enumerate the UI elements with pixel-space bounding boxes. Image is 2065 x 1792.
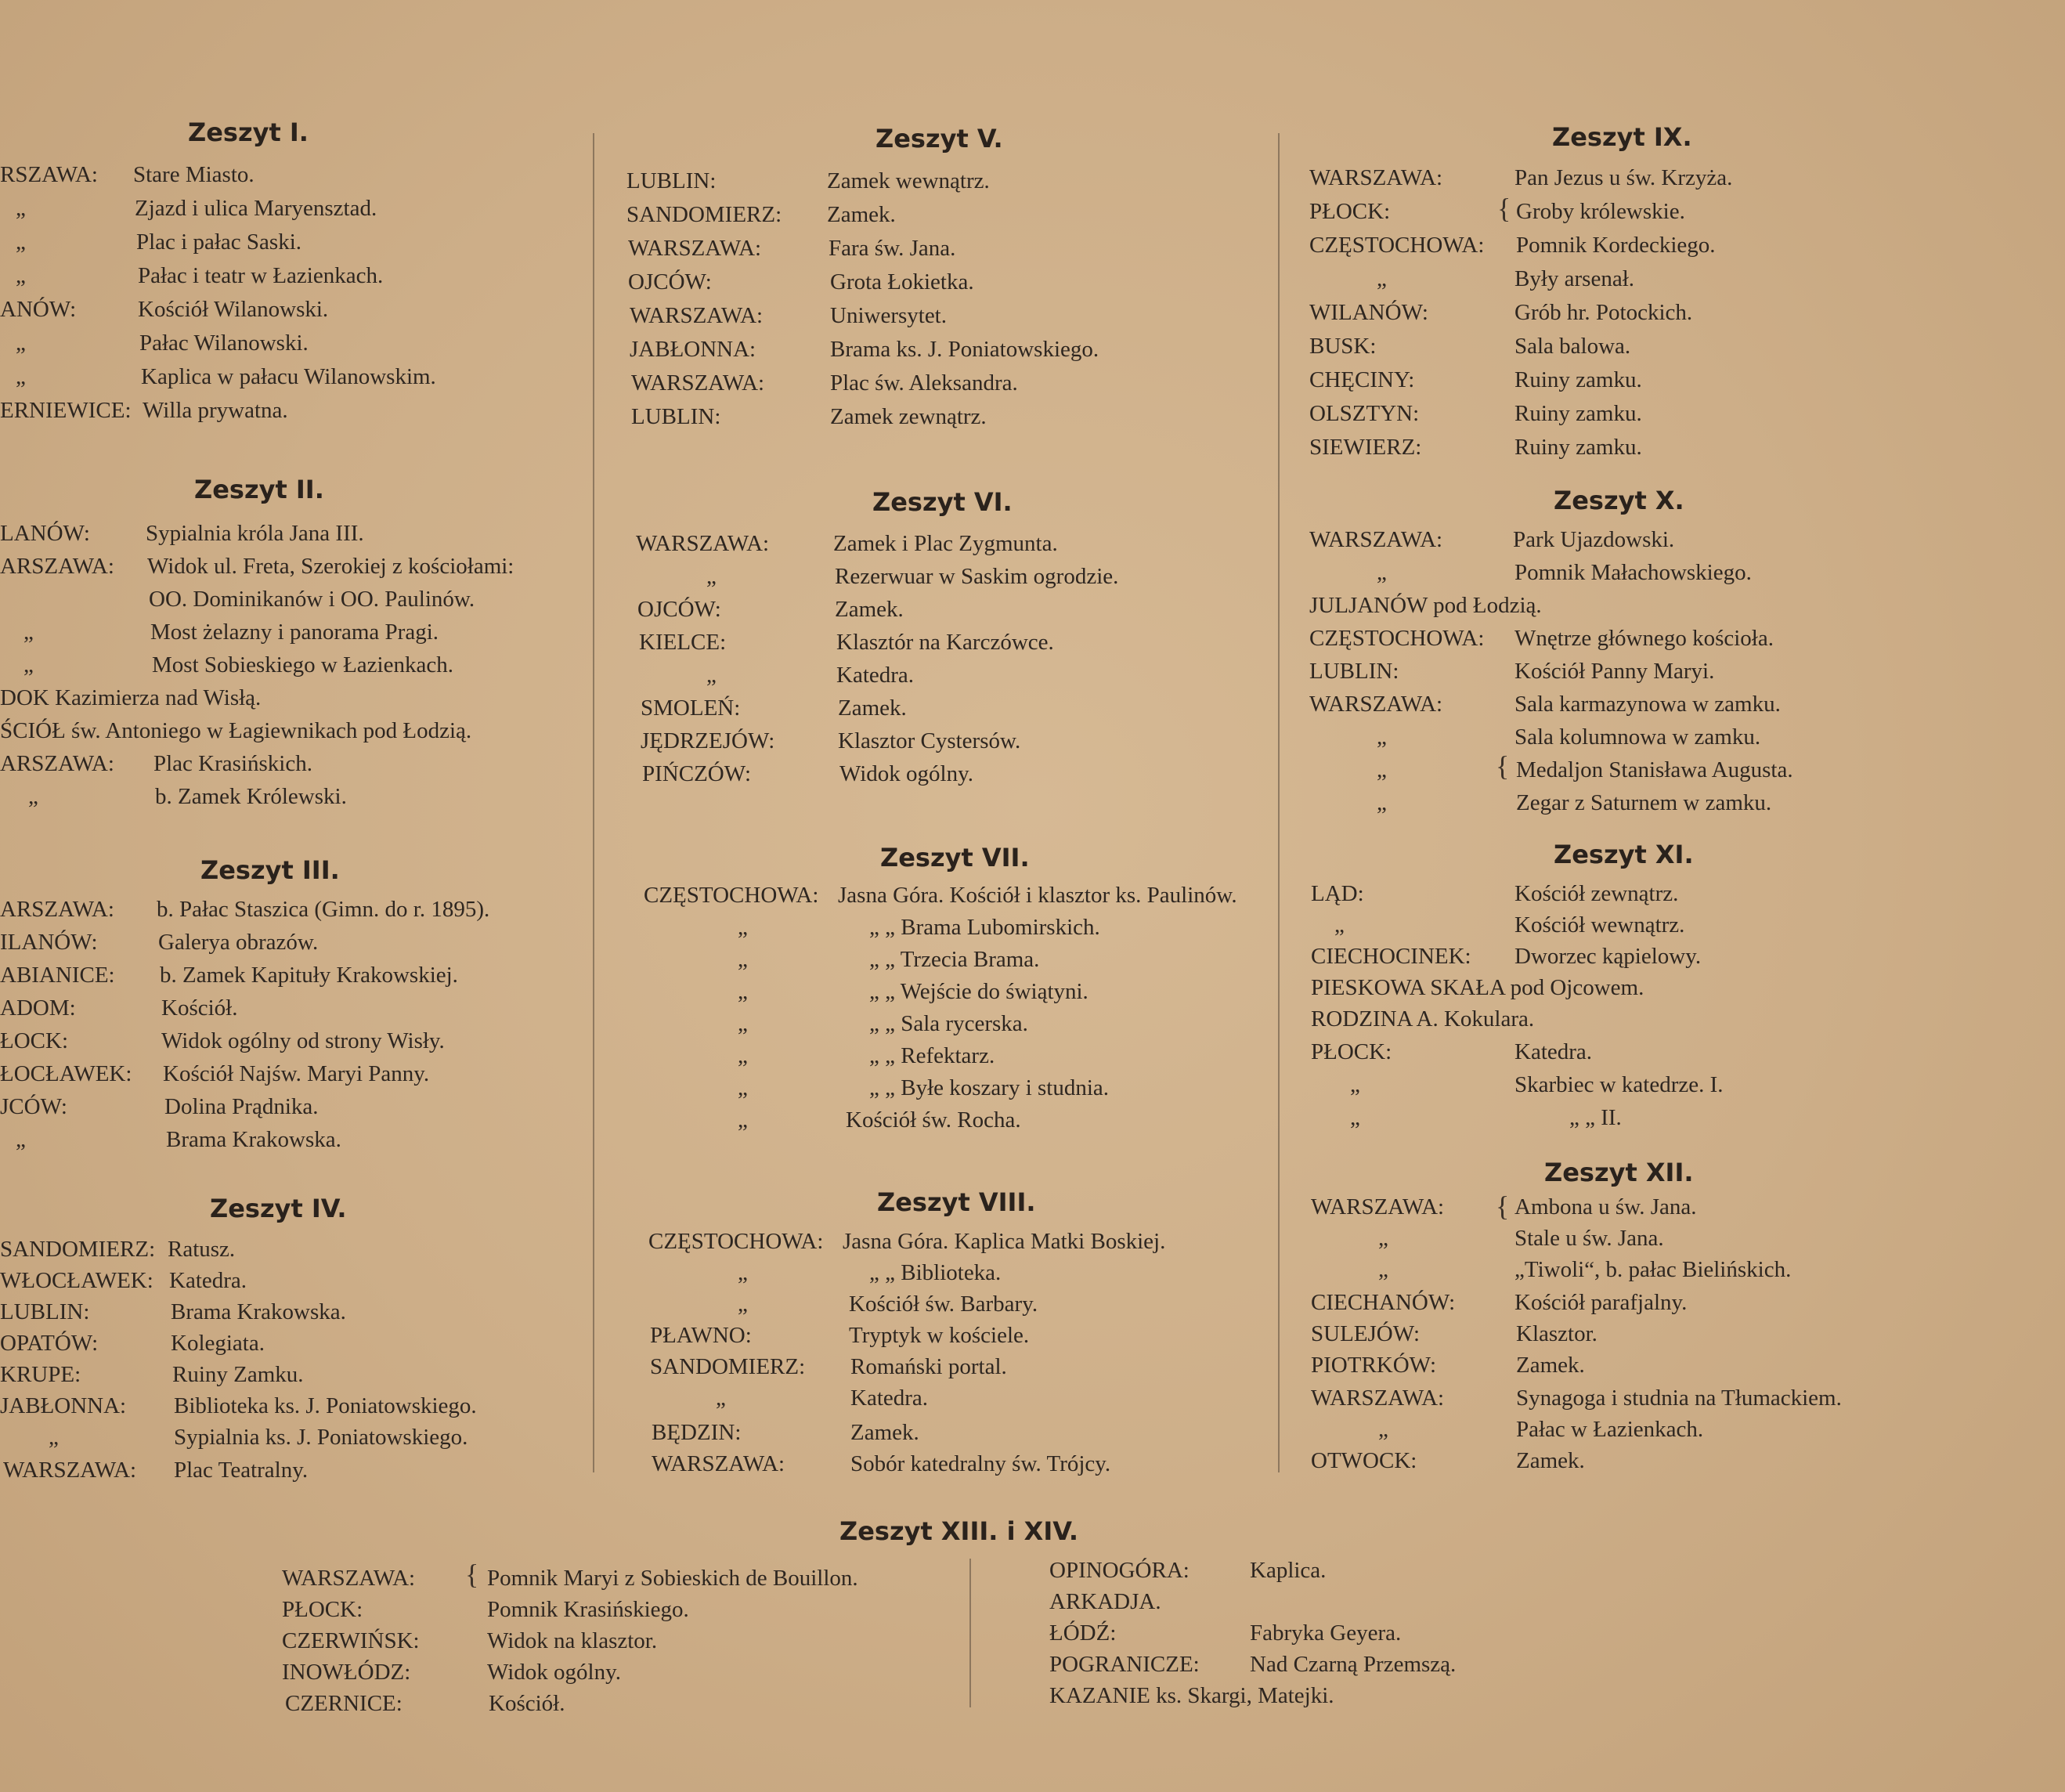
entry-description: Ruiny zamku. — [1514, 401, 1642, 426]
entry-location: WARSZAWA: — [636, 531, 770, 556]
entry-location: JCÓW: — [0, 1094, 67, 1119]
entry-location: PŁOCK: — [1309, 199, 1391, 224]
entry-description: Uniwersytet. — [830, 303, 947, 328]
entry-description: Dolina Prądnika. — [164, 1094, 319, 1119]
entry-description: Groby królewskie. — [1516, 199, 1685, 224]
entry-location: „ — [738, 1075, 748, 1100]
brace-ix: { — [1497, 193, 1511, 224]
entry-location: ARKADJA. — [1049, 1589, 1161, 1614]
entry-location: BUSK: — [1309, 334, 1377, 359]
entry-location: LUBLIN: — [0, 1299, 90, 1324]
section-title: Zeszyt II. — [194, 475, 324, 504]
entry-location: „ — [738, 1043, 748, 1068]
entry-description: Willa prywatna. — [143, 398, 288, 423]
entry-location: OLSZTYN: — [1309, 401, 1420, 426]
entry-description: Zegar z Saturnem w zamku. — [1516, 790, 1772, 815]
entry-description: Kościół św. Barbary. — [849, 1292, 1038, 1317]
entry-description: Kościół Najśw. Maryi Panny. — [163, 1061, 430, 1086]
entry-description: Pomnik Małachowskiego. — [1514, 560, 1752, 585]
entry-description: Plac i pałac Saski. — [136, 229, 302, 255]
entry-description: Dworzec kąpielowy. — [1514, 944, 1702, 969]
entry-location: LĄD: — [1311, 881, 1364, 906]
entry-location: ŁOCK: — [0, 1028, 68, 1053]
entry-description: Tryptyk w kościele. — [849, 1323, 1030, 1348]
entry-location: WARSZAWA: — [631, 370, 765, 396]
section-title: Zeszyt X. — [1554, 486, 1684, 515]
entry-location: CZERNICE: — [285, 1691, 403, 1716]
entry-description: Most żelazny i panorama Pragi. — [150, 620, 439, 645]
entry-description: Kaplica w pałacu Wilanowskim. — [141, 364, 436, 389]
entry-description: Pomnik Krasińskiego. — [487, 1597, 689, 1622]
entry-description: „ „ Refektarz. — [869, 1043, 995, 1068]
entry-location: ADOM: — [0, 995, 76, 1021]
entry-location: „ — [23, 620, 34, 645]
entry-location: ŁÓDŹ: — [1049, 1620, 1117, 1646]
entry-location: WARSZAWA: — [282, 1566, 416, 1591]
entry-location: CZĘSTOCHOWA: — [1309, 233, 1485, 258]
entry-description: Zamek. — [1516, 1448, 1585, 1473]
entry-location: „ — [1378, 1226, 1388, 1251]
entry-description: Ruiny Zamku. — [172, 1362, 304, 1387]
entry-description: b. Pałac Staszica (Gimn. do r. 1895). — [157, 897, 490, 922]
entry-description: Rezerwuar w Saskim ogrodzie. — [835, 564, 1119, 589]
entry-description: Zamek wewnątrz. — [827, 168, 990, 193]
entry-description: Ambona u św. Jana. — [1514, 1194, 1697, 1219]
entry-location: LANÓW: — [0, 521, 90, 546]
entry-location: „ — [49, 1425, 59, 1450]
entry-description: Sala balowa. — [1514, 334, 1631, 359]
entry-description: Zjazd i ulica Maryensztad. — [135, 196, 377, 221]
entry-description: Klasztor. — [1516, 1321, 1597, 1346]
entry-location: „ — [16, 196, 26, 221]
entry-description: Klasztor Cystersów. — [838, 728, 1021, 753]
section-title: Zeszyt III. — [200, 855, 340, 885]
entry-description: Sala kolumnowa w zamku. — [1514, 724, 1761, 750]
brace-xii: { — [1496, 1190, 1510, 1222]
entry-location: WILANÓW: — [1309, 300, 1428, 325]
entry-location: ARSZAWA: — [0, 751, 114, 776]
entry-description: Romański portal. — [850, 1354, 1007, 1379]
entry-location: WARSZAWA: — [628, 236, 762, 261]
entry-description: Kościół wewnątrz. — [1514, 912, 1685, 938]
entry-description: Kościół Wilanowski. — [138, 297, 329, 322]
entry-description: Zamek. — [827, 202, 896, 227]
entry-description: Plac św. Aleksandra. — [830, 370, 1018, 396]
entry-description: Biblioteka ks. J. Poniatowskiego. — [174, 1393, 477, 1418]
entry-location: RODZINA A. Kokulara. — [1311, 1006, 1535, 1031]
entry-location: SMOLEŃ: — [641, 695, 741, 721]
entry-description: Jasna Góra. Kaplica Matki Boskiej. — [843, 1229, 1166, 1254]
entry-location: „ — [1377, 560, 1387, 585]
column-divider-right — [1278, 133, 1280, 1472]
entry-location: „ — [716, 1386, 726, 1411]
entry-location: „ — [1334, 912, 1345, 938]
entry-location: KIELCE: — [639, 630, 727, 655]
entry-location: OPATÓW: — [0, 1331, 99, 1356]
entry-location: ILANÓW: — [0, 930, 98, 955]
entry-description: „ „ Wejście do świątyni. — [869, 979, 1088, 1004]
entry-location: ARSZAWA: — [0, 897, 114, 922]
entry-location: PŁAWNO: — [650, 1323, 752, 1348]
section-title: Zeszyt IX. — [1552, 122, 1692, 152]
entry-description: „ „ Trzecia Brama. — [869, 947, 1040, 972]
entry-description: Nad Czarną Przemszą. — [1250, 1652, 1457, 1677]
entry-description: Grota Łokietka. — [830, 269, 974, 294]
entry-location: JABŁONNA: — [0, 1393, 127, 1418]
entry-description: Pan Jezus u św. Krzyża. — [1514, 165, 1733, 190]
bottom-divider — [969, 1559, 971, 1707]
entry-description: Zamek. — [838, 695, 907, 721]
entry-location: LUBLIN: — [631, 404, 721, 429]
entry-location: KRUPE: — [0, 1362, 81, 1387]
entry-description: Widok na klasztor. — [487, 1628, 658, 1653]
entry-description: Fara św. Jana. — [829, 236, 956, 261]
entry-description: Kościół zewnątrz. — [1514, 881, 1679, 906]
entry-location: DOK Kazimierza nad Wisłą. — [0, 685, 262, 710]
entry-location: WARSZAWA: — [3, 1458, 137, 1483]
entry-location: WŁOCŁAWEK: — [0, 1268, 153, 1293]
entry-description: „ „ Sala rycerska. — [869, 1011, 1028, 1036]
entry-location: CZĘSTOCHOWA: — [644, 883, 819, 908]
entry-location: SANDOMIERZ: — [650, 1354, 806, 1379]
entry-location: „ — [738, 947, 748, 972]
entry-description: Zamek. — [850, 1420, 919, 1445]
entry-description: Widok ogólny. — [839, 761, 973, 786]
entry-description: Synagoga i studnia na Tłumackiem. — [1516, 1386, 1842, 1411]
entry-location: „ — [738, 1107, 748, 1133]
entry-location: ŚCIÓŁ św. Antoniego w Łagiewnikach pod Łodzią. — [0, 718, 472, 743]
section-title-xiii-xiv: Zeszyt XIII. i XIV. — [839, 1516, 1079, 1546]
brace-x: { — [1496, 750, 1510, 782]
entry-description: b. Zamek Królewski. — [155, 784, 347, 809]
entry-description: Kolegiata. — [171, 1331, 265, 1356]
entry-location: WARSZAWA: — [1311, 1386, 1445, 1411]
entry-description: Widok ul. Freta, Szerokiej z kościołami: — [147, 554, 514, 579]
entry-location: CZERWIŃSK: — [282, 1628, 420, 1653]
entry-location: RSZAWA: — [0, 162, 98, 187]
entry-location: JĘDRZEJÓW: — [641, 728, 775, 753]
entry-location: SIEWIERZ: — [1309, 435, 1422, 460]
entry-location: WARSZAWA: — [1309, 692, 1443, 717]
entry-location: WARSZAWA: — [1311, 1194, 1445, 1219]
entry-description: OO. Dominikanów i OO. Paulinów. — [149, 587, 475, 612]
entry-location: ŁOCŁAWEK: — [0, 1061, 132, 1086]
entry-description: Klasztór na Karczówce. — [836, 630, 1054, 655]
entry-location: CIECHOCINEK: — [1311, 944, 1471, 969]
entry-description: Katedra. — [169, 1268, 247, 1293]
entry-description: Kościół parafjalny. — [1514, 1290, 1688, 1315]
entry-location: WARSZAWA: — [1309, 165, 1443, 190]
entry-description: Zamek i Plac Zygmunta. — [833, 531, 1058, 556]
entry-location: BĘDZIN: — [652, 1420, 742, 1445]
entry-location: PŁOCK: — [1311, 1039, 1392, 1064]
entry-description: Medaljon Stanisława Augusta. — [1516, 757, 1793, 782]
entry-location: OTWOCK: — [1311, 1448, 1417, 1473]
entry-description: Zamek zewnątrz. — [830, 404, 987, 429]
entry-description: Pomnik Maryi z Sobieskich de Bouillon. — [487, 1566, 858, 1591]
entry-location: PIOTRKÓW: — [1311, 1353, 1437, 1378]
entry-description: Zamek. — [835, 597, 904, 622]
entry-description: Pałac Wilanowski. — [139, 331, 309, 356]
entry-description: Kościół. — [489, 1691, 565, 1716]
entry-description: Ratusz. — [168, 1237, 236, 1262]
entry-location: „ — [28, 784, 38, 809]
entry-location: „ — [16, 263, 26, 288]
entry-location: „ — [706, 564, 717, 589]
entry-location: KAZANIE ks. Skargi, Matejki. — [1049, 1683, 1334, 1708]
entry-location: „ — [1377, 790, 1387, 815]
entry-description: Plac Teatralny. — [174, 1458, 309, 1483]
entry-description: Pałac w Łazienkach. — [1516, 1417, 1704, 1442]
entry-description: Katedra. — [1514, 1039, 1593, 1064]
section-title: Zeszyt XI. — [1554, 840, 1694, 869]
entry-location: PIŃCZÓW: — [642, 761, 752, 786]
entry-location: „ — [23, 652, 34, 677]
entry-description: Zamek. — [1516, 1353, 1585, 1378]
entry-location: ARSZAWA: — [0, 554, 114, 579]
entry-description: Były arsenał. — [1514, 266, 1635, 291]
entry-description: Stale u św. Jana. — [1514, 1226, 1664, 1251]
entry-description: Pałac i teatr w Łazienkach. — [138, 263, 384, 288]
entry-location: WARSZAWA: — [630, 303, 764, 328]
entry-description: Katedra. — [836, 663, 915, 688]
entry-description: Kościół. — [161, 995, 238, 1021]
entry-description: Fabryka Geyera. — [1250, 1620, 1402, 1646]
entry-location: „ — [738, 1011, 748, 1036]
section-title: Zeszyt VII. — [880, 843, 1030, 873]
entry-location: LUBLIN: — [1309, 659, 1399, 684]
entry-description: Sypialnia króla Jana III. — [146, 521, 364, 546]
section-title: Zeszyt I. — [188, 117, 309, 147]
entry-location: CHĘCINY: — [1309, 367, 1415, 392]
entry-description: Sobór katedralny św. Trójcy. — [850, 1451, 1111, 1476]
entry-location: CIECHANÓW: — [1311, 1290, 1456, 1315]
entry-description: Stare Miasto. — [133, 162, 255, 187]
entry-description: Skarbiec w katedrze. I. — [1514, 1072, 1724, 1097]
entry-location: „ — [1377, 757, 1387, 782]
entry-description: Brama ks. J. Poniatowskiego. — [830, 337, 1099, 362]
entry-location: „ — [738, 915, 748, 940]
section-title: Zeszyt V. — [875, 124, 1003, 154]
entry-description: Sypialnia ks. J. Poniatowskiego. — [174, 1425, 468, 1450]
entry-description: Sala karmazynowa w zamku. — [1514, 692, 1781, 717]
entry-description: Plac Krasińskich. — [153, 751, 312, 776]
entry-location: ERNIEWICE: — [0, 398, 132, 423]
entry-location: SULEJÓW: — [1311, 1321, 1421, 1346]
entry-location: „ — [16, 364, 26, 389]
entry-description: Park Ujazdowski. — [1513, 527, 1675, 552]
entry-location: „ — [738, 979, 748, 1004]
entry-description: Katedra. — [850, 1386, 929, 1411]
section-title: Zeszyt VIII. — [877, 1187, 1036, 1217]
entry-location: ABIANICE: — [0, 963, 115, 988]
entry-description: „ „ Biblioteka. — [869, 1260, 1002, 1285]
entry-description: „ „ Brama Lubomirskich. — [869, 915, 1100, 940]
entry-description: „ „ Byłe koszary i studnia. — [869, 1075, 1110, 1100]
entry-location: CZĘSTOCHOWA: — [648, 1229, 824, 1254]
entry-description: Jasna Góra. Kościół i klasztor ks. Paulinów. — [838, 883, 1237, 908]
entry-location: JULJANÓW pod Łodzią. — [1309, 593, 1542, 618]
entry-description: Galerya obrazów. — [158, 930, 319, 955]
entry-location: PIESKOWA SKAŁA pod Ojcowem. — [1311, 975, 1644, 1000]
brace-xiii: { — [465, 1559, 479, 1590]
entry-location: „ — [1350, 1072, 1360, 1097]
entry-location: CZĘSTOCHOWA: — [1309, 626, 1485, 651]
entry-description: Ruiny zamku. — [1514, 367, 1642, 392]
entry-location: „ — [16, 229, 26, 255]
entry-description: „ „ II. — [1569, 1105, 1622, 1130]
entry-description: Brama Krakowska. — [171, 1299, 346, 1324]
entry-location: „ — [706, 663, 717, 688]
entry-location: ANÓW: — [0, 297, 77, 322]
entry-location: „ — [16, 331, 26, 356]
section-title: Zeszyt IV. — [210, 1194, 347, 1223]
entry-description: „Tiwoli“, b. pałac Bielińskich. — [1514, 1257, 1792, 1282]
entry-location: OPINOGÓRA: — [1049, 1558, 1190, 1583]
entry-location: „ — [738, 1260, 748, 1285]
entry-location: SANDOMIERZ: — [626, 202, 782, 227]
entry-description: Widok ogólny. — [487, 1660, 621, 1685]
entry-location: WARSZAWA: — [652, 1451, 785, 1476]
entry-description: Pomnik Kordeckiego. — [1516, 233, 1716, 258]
entry-description: Wnętrze głównego kościoła. — [1514, 626, 1774, 651]
entry-description: Brama Krakowska. — [166, 1127, 341, 1152]
entry-location: „ — [1378, 1417, 1388, 1442]
entry-location: „ — [16, 1127, 26, 1152]
entry-location: JABŁONNA: — [630, 337, 756, 362]
entry-description: Widok ogólny od strony Wisły. — [161, 1028, 445, 1053]
section-title: Zeszyt XII. — [1544, 1158, 1694, 1187]
entry-location: INOWŁÓDZ: — [282, 1660, 411, 1685]
entry-location: „ — [1378, 1257, 1388, 1282]
entry-location: SANDOMIERZ: — [0, 1237, 156, 1262]
entry-description: Kościół Panny Maryi. — [1514, 659, 1715, 684]
entry-description: Ruiny zamku. — [1514, 435, 1642, 460]
column-divider-left — [593, 133, 594, 1472]
entry-location: LUBLIN: — [626, 168, 717, 193]
entry-location: „ — [1377, 266, 1387, 291]
entry-location: „ — [738, 1292, 748, 1317]
section-title: Zeszyt VI. — [872, 487, 1013, 517]
entry-location: WARSZAWA: — [1309, 527, 1443, 552]
entry-location: „ — [1350, 1105, 1360, 1130]
entry-location: „ — [1377, 724, 1387, 750]
entry-description: Grób hr. Potockich. — [1514, 300, 1693, 325]
entry-location: OJCÓW: — [628, 269, 712, 294]
entry-location: PŁOCK: — [282, 1597, 363, 1622]
entry-description: Most Sobieskiego w Łazienkach. — [152, 652, 453, 677]
entry-description: b. Zamek Kapituły Krakowskiej. — [160, 963, 458, 988]
entry-description: Kościół św. Rocha. — [846, 1107, 1021, 1133]
entry-description: Kaplica. — [1250, 1558, 1327, 1583]
entry-location: POGRANICZE: — [1049, 1652, 1200, 1677]
entry-location: OJCÓW: — [637, 597, 721, 622]
